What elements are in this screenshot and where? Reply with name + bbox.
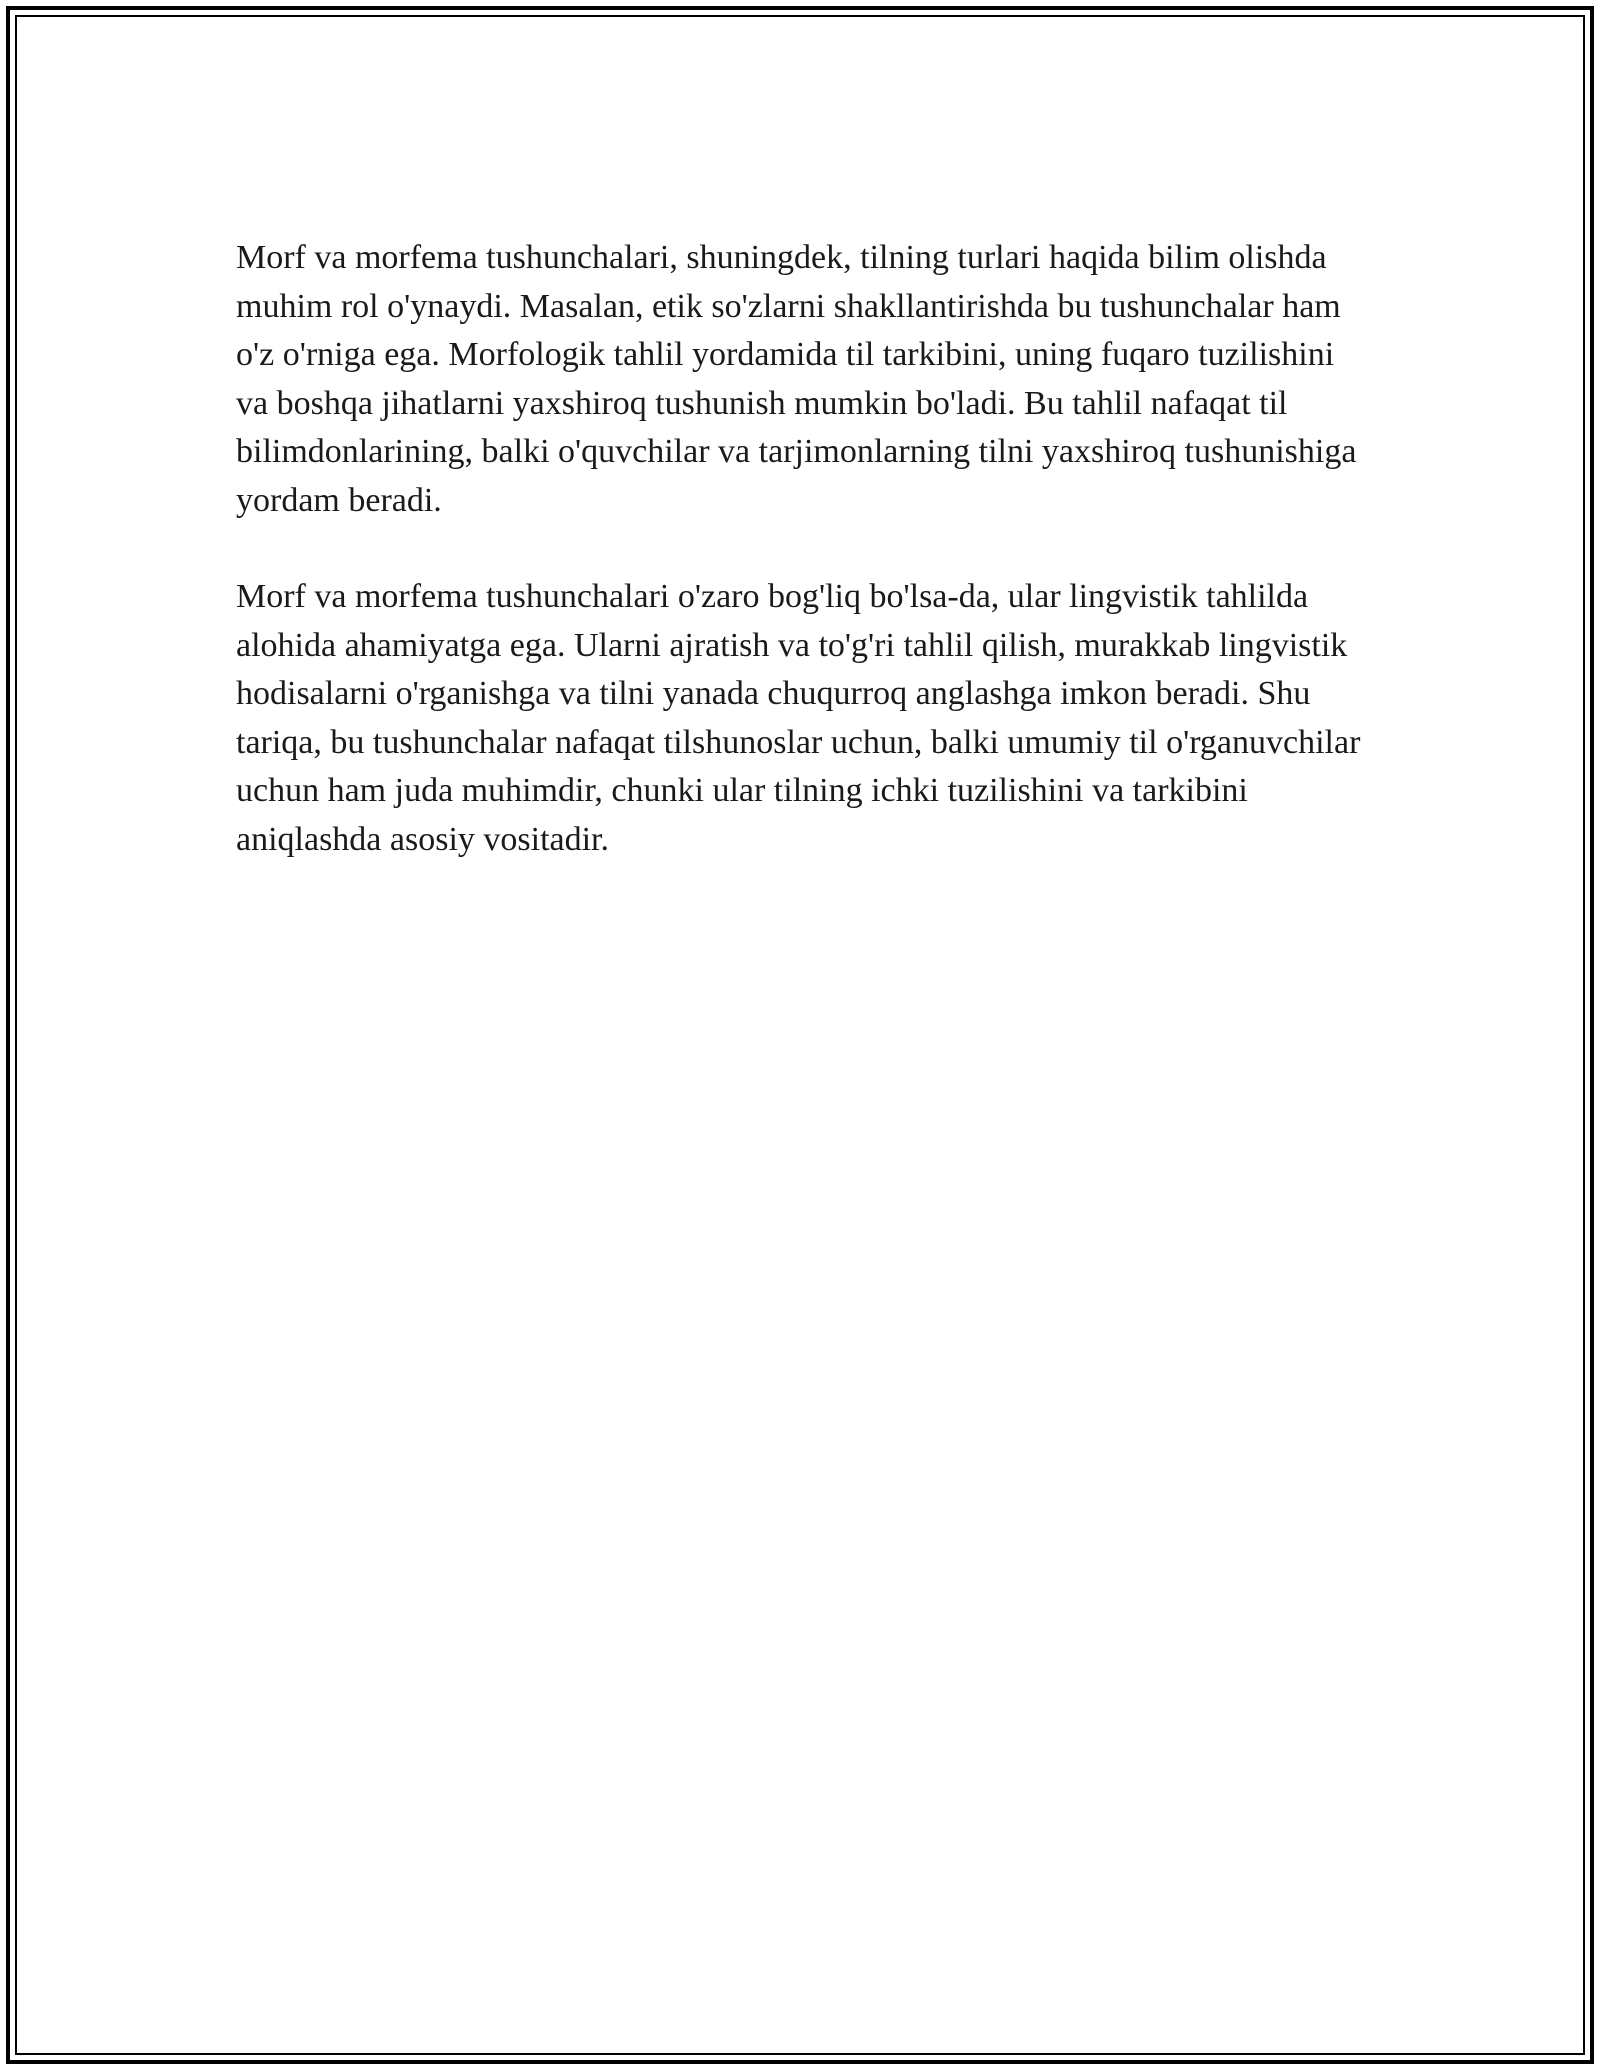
document-body	[236, 234, 1366, 912]
paragraph-1: Morf va morfema tushunchalari, shuningdek, tilning turlari haqida bilim olishda muhim rol o'ynaydi. Masalan, etik so'zlarni shakllantirishda bu tushunchalar ham o'z o'rniga ega. Morfologik tahlil yordamida til tarkibini, uning fuqaro tuzilishini va boshqa jihatlarni yaxshiroq tushunish mumkin bo'ladi. Bu tahlil nafaqat til bilimdonlarining, balki o'quvchilar va tarjimonlarning tilni yaxshiroq tushunishiga yordam beradi.	[236, 239, 1357, 519]
paragraph-2: Morf va morfema tushunchalari o'zaro bog'liq bo'lsa-da, ular lingvistik tahlilda alohida ahamiyatga ega. Ularni ajratish va to'g'ri tahlil qilish, murakkab lingvistik hodisalarni o'rganishga va tilni yanada chuqurroq anglashga imkon beradi. Shu tariqa, bu tushunchalar nafaqat tilshunoslar uchun, balki umumiy til o'rganuvchilar uchun ham juda muhimdir, chunki ular tilning ichki tuzilishini va tarkibini aniqlashda asosiy vositadir.	[236, 578, 1361, 858]
